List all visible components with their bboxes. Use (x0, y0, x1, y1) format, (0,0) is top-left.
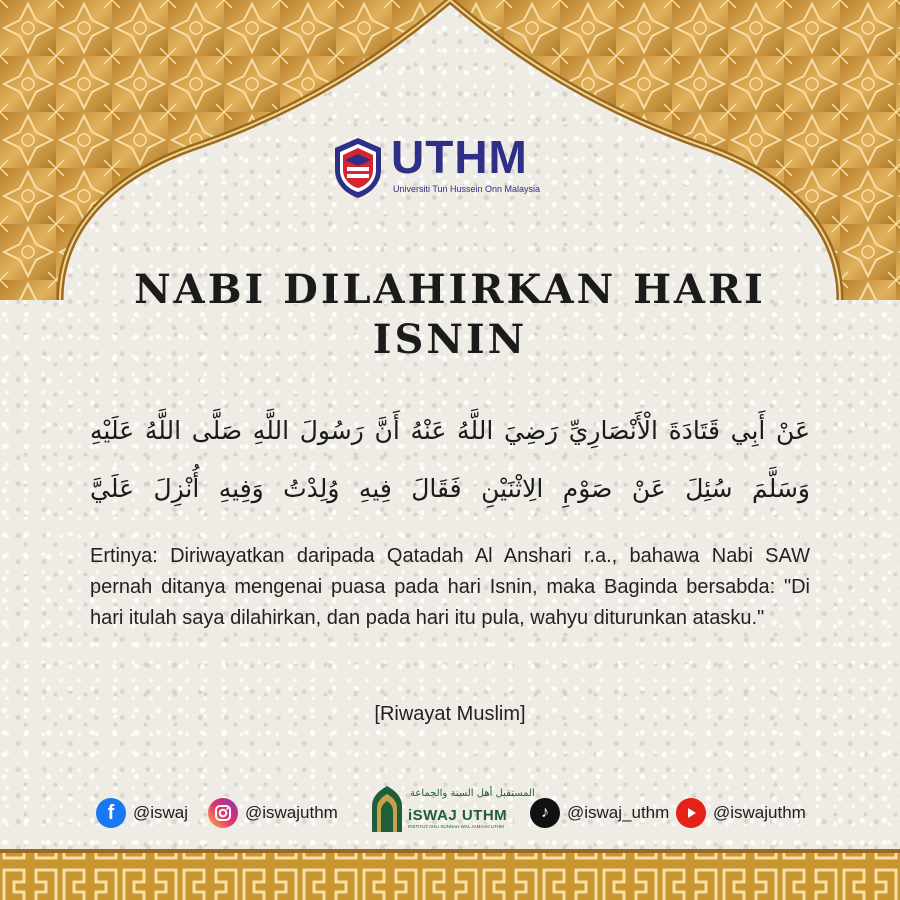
youtube-handle: @iswajuthm (713, 803, 806, 822)
mosque-arch-icon (370, 786, 404, 832)
facebook-link[interactable] (96, 795, 188, 831)
instagram-link[interactable] (208, 795, 338, 831)
facebook-icon: f (96, 798, 126, 828)
hadith-translation: Ertinya: Diriwayatkan daripada Qatadah Al Anshari r.a., bahawa Nabi SAW pernah ditanya mengenai puasa pada hari Isnin, maka Baginda bersabda: "Di hari itulah saya dilahirkan, dan pada hari itu pula, wahyu diturunkan atasku." (90, 545, 810, 629)
instagram-icon (208, 798, 238, 828)
page-title (100, 265, 800, 365)
hadith-arabic: عَنْ أَبِي قَتَادَةَ الْأَنْصَارِيِّ رَضِيَ اللَّهُ عَنْهُ أَنَّ رَسُولَ اللَّهِ صَلَّى اللَّهُ عَلَيْهِ وَسَلَّمَ سُئِلَ عَنْ صَوْمِ الِاثْنَيْنِ فَقَالَ فِيهِ وُلِدْتُ وَفِيهِ أُنْزِلَ عَلَيَّ (90, 416, 810, 503)
youtube-icon (676, 798, 706, 828)
uthm-wordmark: UTHM (391, 131, 528, 183)
iswaj-arabic-text: المستقبل أهل السنة والجماعة (410, 788, 535, 799)
tiktok-handle: @iswaj_uthm (567, 803, 670, 822)
title-line-1: NABI DILAHIRKAN HARI (134, 266, 766, 313)
uthm-crest-icon (333, 136, 383, 200)
hadith-source: [Riwayat Muslim] (374, 703, 526, 725)
iswaj-fullname: INSTITUT AHLI SUNNAH WAL JAMAAH UTHM (408, 824, 504, 829)
bottom-border (0, 852, 900, 900)
uthm-fullname: Universiti Tun Hussein Onn Malaysia (393, 184, 541, 194)
tiktok-icon: ♪ (530, 798, 560, 828)
tiktok-link[interactable] (530, 795, 669, 831)
iswaj-wordmark: iSWAJ UTHM (408, 807, 508, 824)
youtube-link[interactable] (676, 795, 806, 831)
uthm-logo (333, 131, 573, 204)
iswaj-logo (370, 786, 535, 834)
facebook-handle: @iswaj (133, 803, 189, 822)
instagram-handle: @iswajuthm (245, 803, 338, 822)
title-line-2: ISNIN (372, 316, 528, 363)
